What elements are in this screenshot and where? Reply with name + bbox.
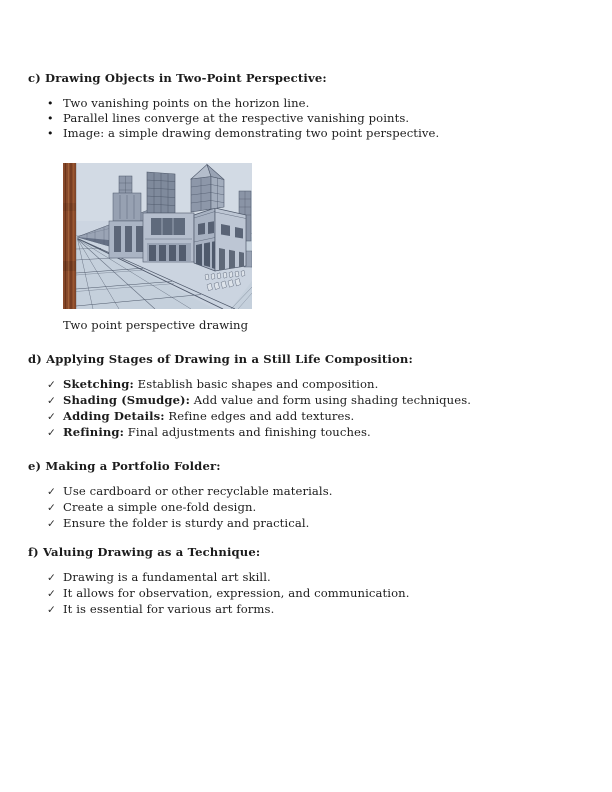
two-point-perspective-drawing-image[interactable] — [63, 163, 252, 309]
list-item-text: Establish basic shapes and composition. — [133, 377, 379, 391]
check-icon: ✓ — [47, 604, 56, 616]
list-item — [47, 393, 584, 409]
list-item-text: Two vanishing points on the horizon line. — [63, 96, 310, 110]
section-e-heading: e) Making a Portfolio Folder: — [28, 459, 221, 473]
list-item-text: Drawing is a fundamental art skill. — [63, 570, 271, 584]
list-item-text: Add value and form using shading techniques. — [190, 393, 472, 407]
check-icon: ✓ — [47, 427, 56, 439]
list-item — [47, 586, 584, 602]
figure — [63, 163, 252, 309]
check-icon: ✓ — [47, 588, 56, 600]
check-icon: ✓ — [47, 411, 56, 423]
list-item — [47, 602, 584, 618]
list-item-text: It is essential for various art forms. — [63, 602, 275, 616]
wood-frame-strip — [63, 163, 76, 309]
bullet-icon: • — [47, 127, 54, 140]
list-item-text: It allows for observation, expression, and communication. — [63, 586, 410, 600]
list-item — [47, 111, 584, 126]
list-item — [47, 126, 584, 141]
list-item-text: Use cardboard or other recyclable materials. — [63, 484, 333, 498]
figure-caption: Two point perspective drawing — [63, 318, 249, 332]
list-item — [47, 516, 584, 532]
section-c-list — [28, 96, 584, 141]
check-icon: ✓ — [47, 395, 56, 407]
list-item — [47, 484, 584, 500]
section-c-heading: c) Drawing Objects in Two-Point Perspective: — [28, 71, 327, 85]
list-item-text: Refine edges and add textures. — [164, 409, 355, 423]
list-item — [47, 96, 584, 111]
check-icon: ✓ — [47, 502, 56, 514]
list-item-text: Create a simple one-fold design. — [63, 500, 257, 514]
check-icon: ✓ — [47, 486, 56, 498]
check-icon: ✓ — [47, 572, 56, 584]
list-item-text: Ensure the folder is sturdy and practical. — [63, 516, 310, 530]
section-e-list — [28, 484, 584, 532]
list-item-label: Sketching: — [63, 377, 134, 391]
check-icon: ✓ — [47, 379, 56, 391]
list-item — [47, 500, 584, 516]
section-d-list — [28, 377, 584, 441]
list-item-label: Adding Details: — [63, 409, 165, 423]
list-item-text: Final adjustments and finishing touches. — [123, 425, 371, 439]
list-item — [47, 409, 584, 425]
list-item — [47, 377, 584, 393]
bullet-icon: • — [47, 112, 54, 125]
list-item-text: Parallel lines converge at the respective vanishing points. — [63, 111, 410, 125]
section-f-heading: f) Valuing Drawing as a Technique: — [28, 545, 261, 559]
section-f-list — [28, 570, 584, 618]
check-icon: ✓ — [47, 518, 56, 530]
list-item-text: Image: a simple drawing demonstrating two point perspective. — [63, 126, 440, 140]
list-item — [47, 570, 584, 586]
list-item — [47, 425, 584, 441]
list-item-label: Shading (Smudge): — [63, 393, 191, 407]
section-d-heading: d) Applying Stages of Drawing in a Still Life Composition: — [28, 352, 413, 366]
bullet-icon: • — [47, 97, 54, 110]
list-item-label: Refining: — [63, 425, 124, 439]
